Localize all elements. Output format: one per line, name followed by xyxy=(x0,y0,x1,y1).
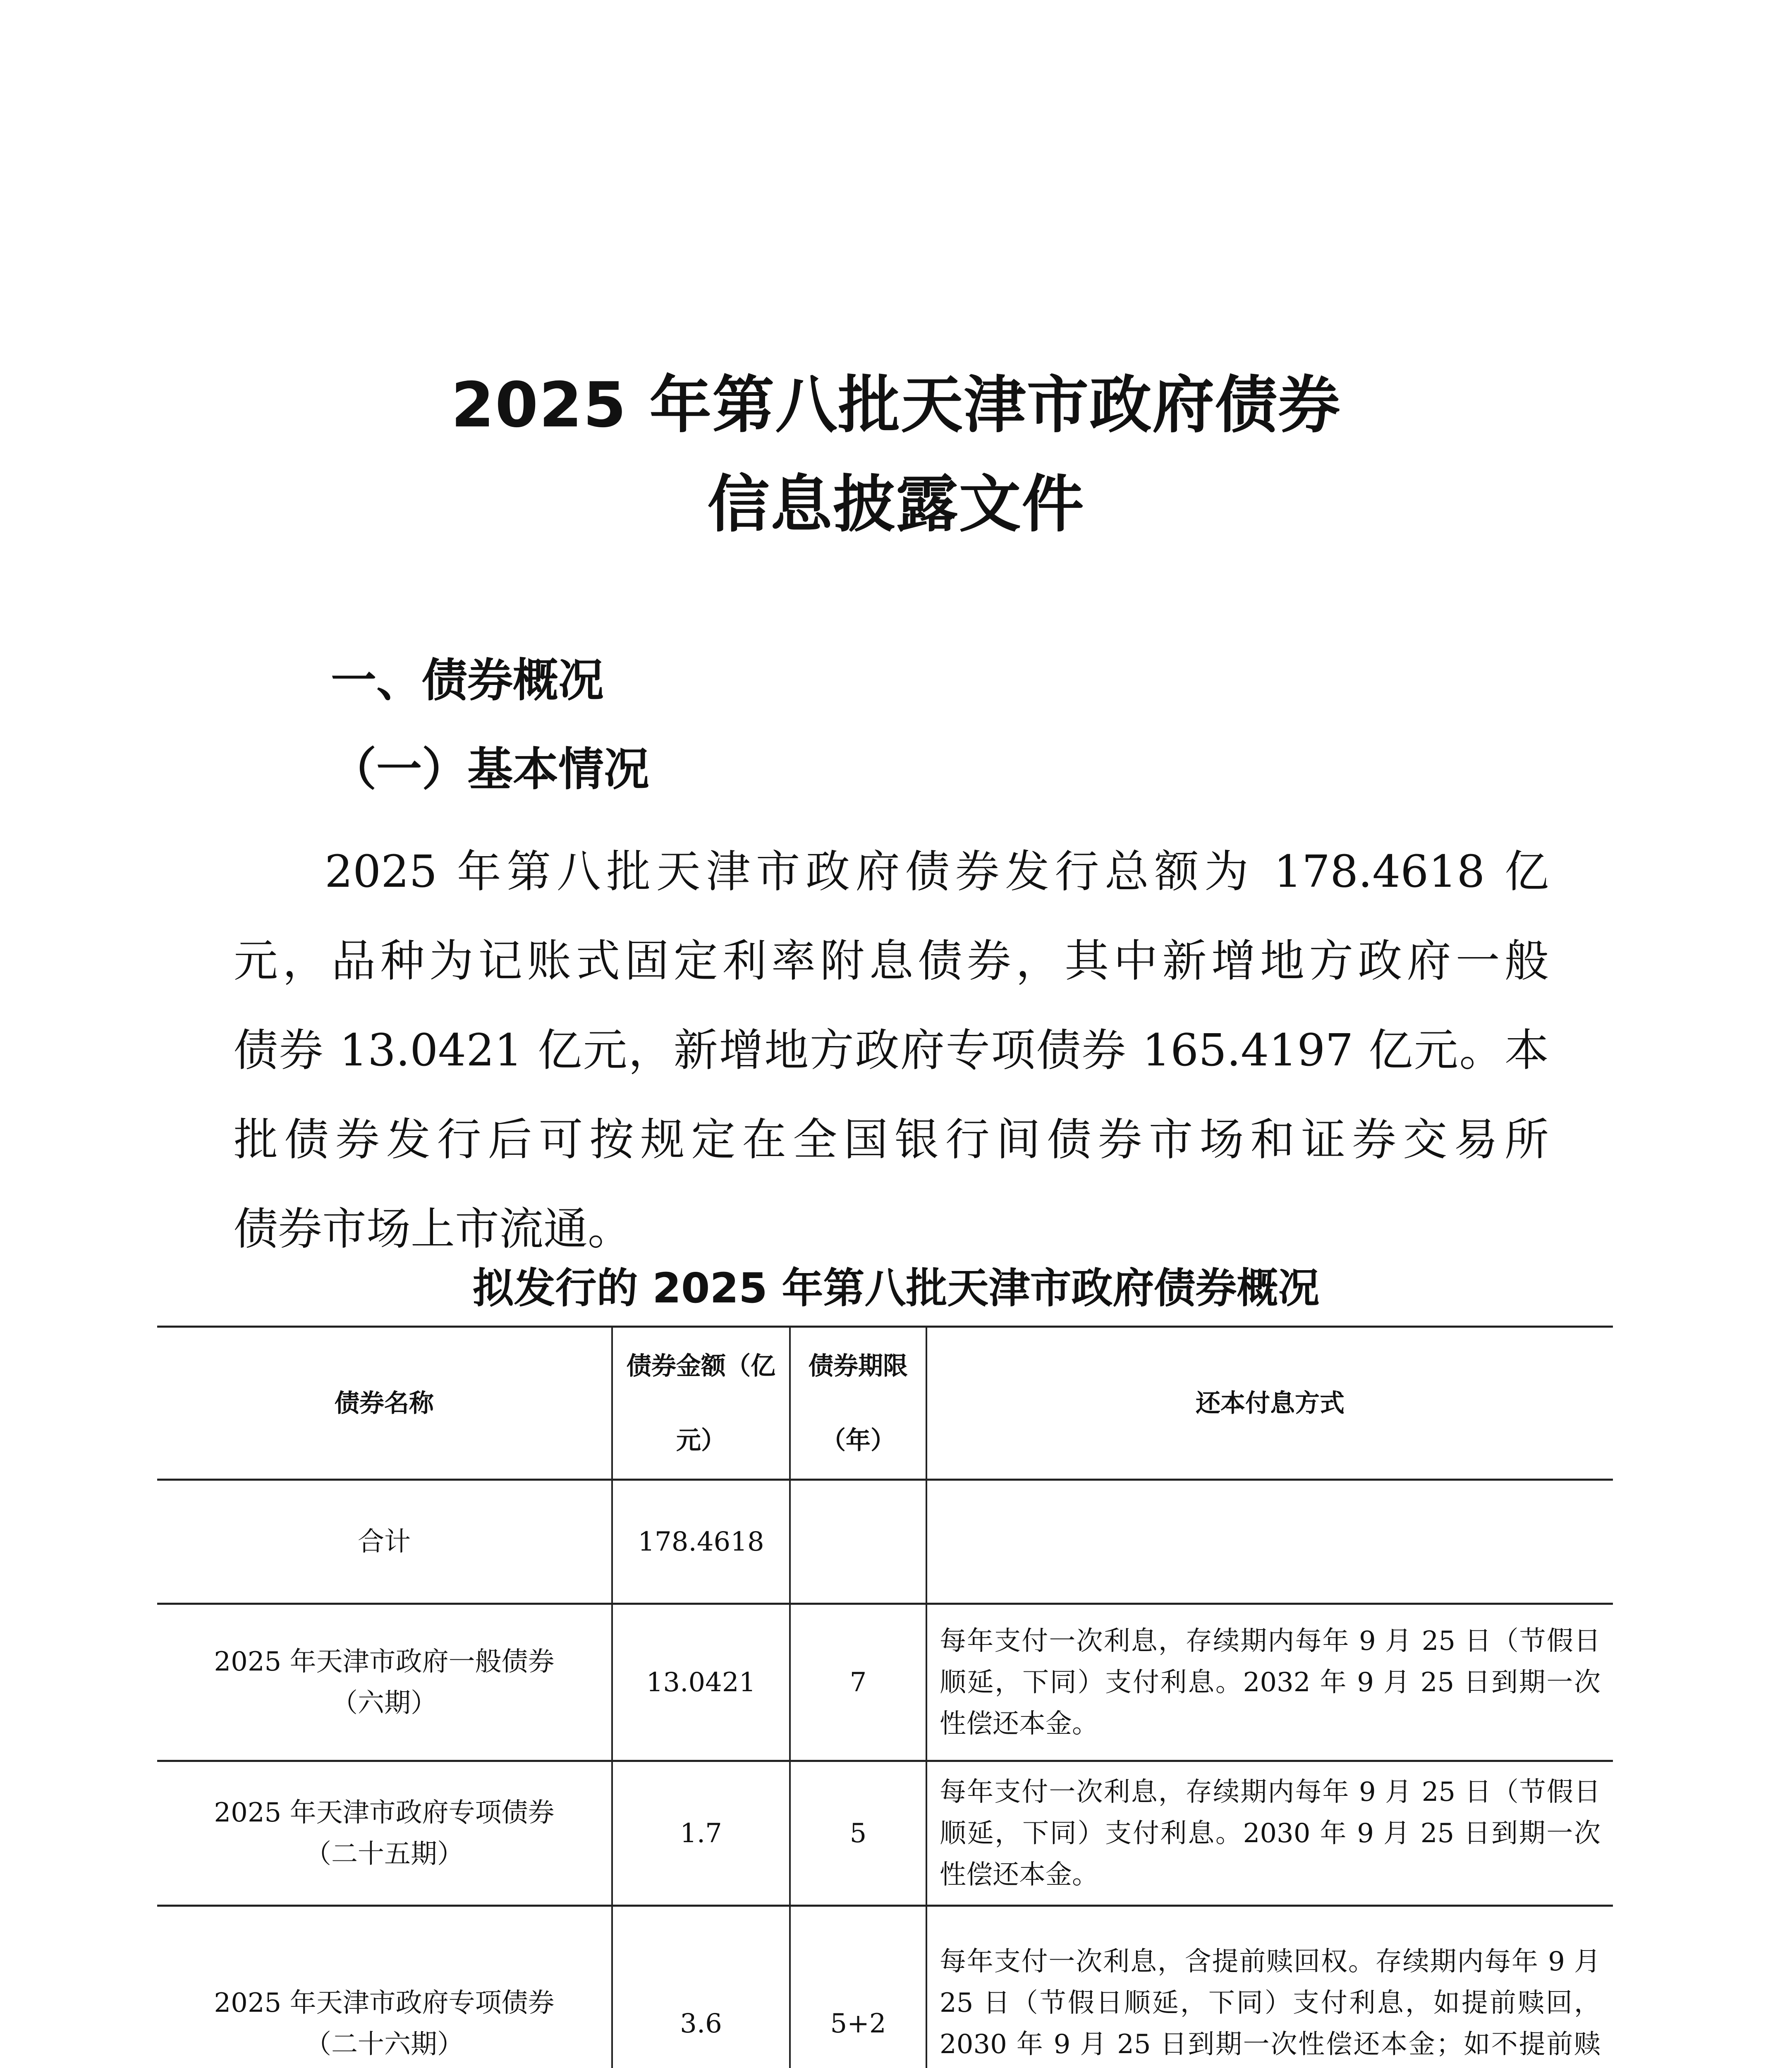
cell-bond-name xyxy=(157,1604,612,1761)
table-row-total xyxy=(157,1480,1613,1604)
table-row xyxy=(157,1761,1613,1906)
cell-bond-term: 5+2 xyxy=(790,1906,926,2068)
bond-name-line2: （二十六期） xyxy=(305,2029,464,2060)
bond-name-line1: 2025 年天津市政府一般债券 xyxy=(214,1646,555,1677)
cell-total-term xyxy=(790,1480,926,1604)
paragraph-line: 2025 年第八批天津市政府债券发行总额为 178.4618 亿 xyxy=(325,846,1549,898)
cell-total-amount: 178.4618 xyxy=(612,1480,790,1604)
document-title-line1: 2025 年第八批天津市政府债券 xyxy=(451,369,1341,441)
header-bond-amount: 债券金额（亿元） xyxy=(612,1327,790,1480)
header-bond-term: 债券期限（年） xyxy=(790,1327,926,1480)
bond-name-line2: （二十五期） xyxy=(305,1838,464,1869)
cell-bond-name xyxy=(157,1906,612,2068)
cell-bond-amount: 1.7 xyxy=(612,1761,790,1906)
bond-overview-table xyxy=(157,1326,1613,2068)
bond-name-line1: 2025 年天津市政府专项债券 xyxy=(214,1987,555,2018)
header-bond-name: 债券名称 xyxy=(157,1327,612,1480)
header-repayment-method: 还本付息方式 xyxy=(926,1327,1613,1480)
cell-bond-name xyxy=(157,1761,612,1906)
table-caption: 拟发行的 2025 年第八批天津市政府债券概况 xyxy=(472,1264,1320,1312)
cell-repayment-method: 每年支付一次利息，存续期内每年 9 月 25 日（节假日顺延，下同）支付利息。2032 年 9 月 25 日到期一次性偿还本金。 xyxy=(926,1604,1613,1761)
cell-total-label: 合计 xyxy=(157,1480,612,1604)
paragraph-line: 债券市场上市流通。 xyxy=(234,1204,632,1255)
cell-bond-term: 5 xyxy=(790,1761,926,1906)
table-header-row xyxy=(157,1327,1613,1480)
table-row xyxy=(157,1906,1613,2068)
bond-name-line1: 2025 年天津市政府专项债券 xyxy=(214,1797,555,1828)
cell-bond-amount: 13.0421 xyxy=(612,1604,790,1761)
cell-repayment-method: 每年支付一次利息，存续期内每年 9 月 25 日（节假日顺延，下同）支付利息。2030 年 9 月 25 日到期一次性偿还本金。 xyxy=(926,1761,1613,1906)
document-title-line2: 信息披露文件 xyxy=(707,469,1085,541)
basic-info-paragraph xyxy=(234,827,1549,1274)
paragraph-line: 债券 13.0421 亿元，新增地方政府专项债券 165.4197 亿元。本 xyxy=(234,1025,1549,1076)
subsection-heading: （一）基本情况 xyxy=(331,743,649,796)
bond-name-line2: （六期） xyxy=(331,1687,437,1719)
section-heading: 一、债券概况 xyxy=(331,654,604,707)
table-row xyxy=(157,1604,1613,1761)
paragraph-line: 批债券发行后可按规定在全国银行间债券市场和证券交易所 xyxy=(234,1114,1549,1166)
paragraph-line: 元，品种为记账式固定利率附息债券，其中新增地方政府一般 xyxy=(234,936,1549,987)
cell-total-method xyxy=(926,1480,1613,1604)
cell-bond-amount: 3.6 xyxy=(612,1906,790,2068)
cell-repayment-method: 每年支付一次利息，含提前赎回权。存续期内每年 9 月 25 日（节假日顺延，下同）支付利息，如提前赎回，2030 年 9 月 25 日到期一次性偿还本金；如不提前赎 xyxy=(926,1906,1613,2068)
cell-bond-term: 7 xyxy=(790,1604,926,1761)
